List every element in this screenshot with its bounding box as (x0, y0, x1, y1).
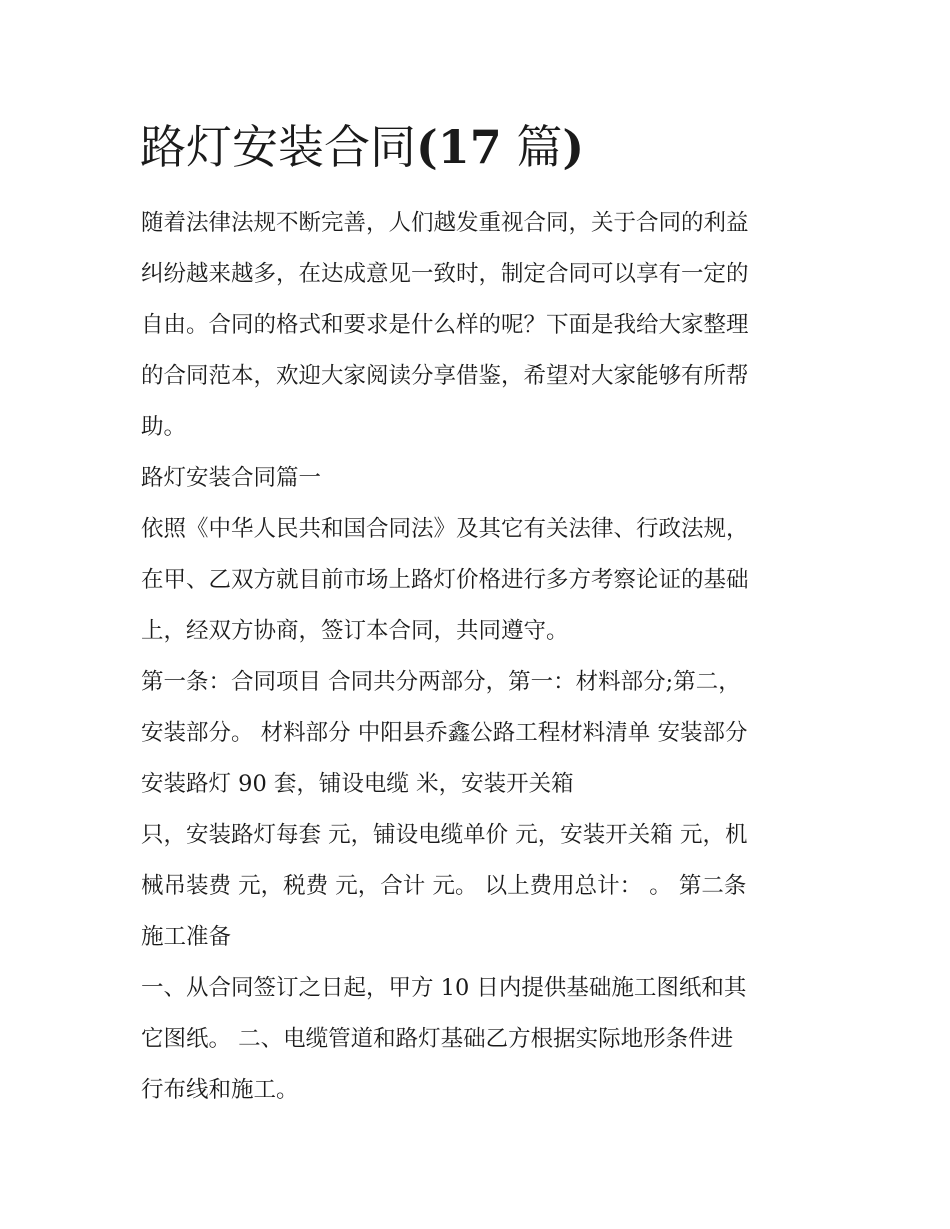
text-line: 助。 (141, 414, 187, 440)
text-line: 它图纸。 二、电缆管道和路灯基础乙方根据实际地形条件进 (141, 1026, 734, 1052)
text-line: 在甲、乙双方就目前市场上路灯价格进行多方考察论证的基础 (141, 567, 749, 593)
text-line: 安装部分。 材料部分 中阳县乔鑫公路工程材料清单 安装部分 (141, 720, 748, 746)
text-line: 纠纷越来越多，在达成意见一致时，制定合同可以享有一定的 (141, 261, 749, 287)
text-line: 自由。合同的格式和要求是什么样的呢？下面是我给大家整理 (141, 312, 749, 338)
title-close-paren: ) (562, 120, 585, 174)
document-body (141, 198, 813, 1116)
text-line: 一、从合同签订之日起，甲方 10 日内提供基础施工图纸和其 (141, 975, 747, 1001)
title-text: 路灯安装合同 (140, 120, 416, 174)
text-line: 行布线和施工。 (141, 1077, 299, 1103)
title-unit: 篇 (516, 120, 563, 174)
document-title (140, 116, 840, 178)
text-line: 械吊装费 元，税费 元，合计 元。 以上费用总计： 。 第二条 (141, 873, 747, 899)
text-line: 第一条：合同项目 合同共分两部分，第一：材料部分;第二， (141, 669, 741, 695)
text-line: 施工准备 (141, 924, 232, 950)
text-line: 安装路灯 90 套，铺设电缆 米，安装开关箱 (141, 771, 574, 797)
text-line: 的合同范本，欢迎大家阅读分享借鉴，希望对大家能够有所帮 (141, 363, 749, 389)
text-line: 只，安装路灯每套 元，铺设电缆单价 元，安装开关箱 元，机 (141, 822, 748, 848)
section-heading: 路灯安装合同篇一 (141, 465, 322, 491)
text-line: 依照《中华人民共和国合同法》及其它有关法律、行政法规， (141, 516, 749, 542)
text-line: 上，经双方协商，签订本合同，共同遵守。 (141, 618, 569, 644)
title-count: (17 (416, 120, 502, 174)
text-line: 随着法律法规不断完善，人们越发重视合同，关于合同的利益 (141, 210, 749, 236)
